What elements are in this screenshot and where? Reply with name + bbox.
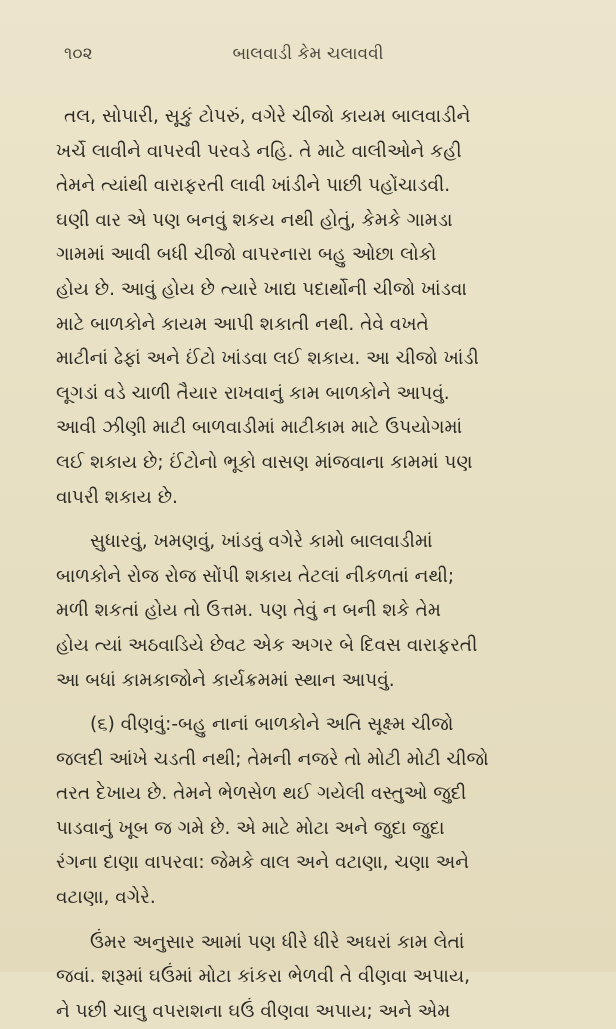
text-line: માટીનાં ઢેફાં અને ઈંટો ખાંડવા લઈ શકાય. આ ચીજો ખાંડી	[56, 348, 479, 370]
text-line: જવાં. શરૂમાં ઘઉંમાં મોટા કાંકરા ભેળવી તે વીણવા અપાય,	[56, 966, 470, 988]
running-title: બાલવાડી કેમ ચલાવવી	[232, 44, 384, 64]
text-line: લઈ શકાય છે; ઈંટોનો ભૂકો વાસણ માંજવાના કામમાં પણ	[56, 451, 473, 473]
text-line: હોય ત્યાં અઠવાડિયે છેવટ એક અગર બે દિવસ વારાફરતી	[56, 634, 478, 656]
paragraph-2	[56, 525, 566, 698]
text-line: તરત દેખાય છે. તેમને ભેળસેળ થઈ ગયેલી વસ્તુઓ જુદી	[56, 783, 467, 805]
text-line: લૂગડાં વડે ચાળી તૈયાર રાખવાનું કામ બાળકોને આપવું.	[56, 382, 450, 404]
page-number: ૧૦૨	[64, 44, 93, 64]
text-line: મળી શકતાં હોય તો ઉત્તમ. પણ તેવું ન બની શકે તેમ	[56, 600, 441, 622]
text-line: ને પછી ચાલુ વપરાશના ઘઉં વીણવા અપાય; અને એમ	[56, 1000, 451, 1022]
body-text	[56, 100, 566, 1029]
paragraph-4	[56, 926, 566, 1029]
text-line: પાડવાનું ખૂબ જ ગમે છે. એ માટે મોટા અને જુદા જુદા	[56, 817, 445, 839]
paragraph-spacer	[56, 698, 566, 708]
paragraph-spacer	[56, 515, 566, 525]
text-line: ઘણી વાર એ પણ બનવું શકય નથી હોતું, કેમકે ગામડા	[56, 209, 453, 231]
text-line: માટે બાળકોને કાયમ આપી શકાતી નથી. તેવે વખતે	[56, 313, 429, 335]
text-line: રંગના દાણા વાપરવા: જેમકે વાલ અને વટાણા, ચણા અને	[56, 852, 469, 874]
text-line: ગામમાં આવી બધી ચીજો વાપરનારા બહુ ઓછા લોકો	[56, 244, 437, 266]
paragraph-3	[56, 708, 566, 916]
text-line: ઉંમર અનુસાર આમાં પણ ધીરે ધીરે અઘરાં કામ લેતાં	[90, 931, 465, 953]
text-line: આવી ઝીણી માટી બાળવાડીમાં માટીકામ માટે ઉપયોગમાં	[56, 417, 463, 439]
text-line: બાળકોને રોજ રોજ સોંપી શકાય તેટલાં નીકળતાં નથી;	[56, 565, 455, 587]
text-line: (૬) વીણવું:-બહુ નાનાં બાળકોને અતિ સૂક્ષ્મ ચીજો	[90, 714, 454, 736]
paragraph-spacer	[56, 916, 566, 926]
text-line: તેમને ત્યાંથી વારાફરતી લાવી ખાંડીને પાછી પહોંચાડવી.	[56, 175, 451, 197]
text-line: જલદી આંખે ચડતી નથી; તેમની નજરે તો મોટી મોટી ચીજો	[56, 748, 489, 770]
text-line: ખર્ચે લાવીને વાપરવી પરવડે નહિ. તે માટે વાલીઓને કહી	[56, 140, 462, 162]
text-line: આ બધાં કામકાજોને કાર્યક્રમમાં સ્થાન આપવું.	[56, 669, 395, 691]
text-line: વટાણા, વગેરે.	[56, 887, 156, 909]
text-line: તલ, સોપારી, સૂકું ટોપરું, વગેરે ચીજો કાયમ બાલવાડીને	[64, 106, 471, 127]
paragraph-1	[56, 100, 566, 515]
text-line: વાપરી શકાય છે.	[56, 486, 178, 508]
page-header	[64, 44, 552, 74]
text-line: હોય છે. આવું હોય છે ત્યારે ખાદ્ય પદાર્થોની ચીજો ખાંડવા	[56, 278, 467, 300]
text-line: સુધારવું, ખમણવું, ખાંડવું વગેરે કામો બાલવાડીમાં	[90, 531, 433, 553]
